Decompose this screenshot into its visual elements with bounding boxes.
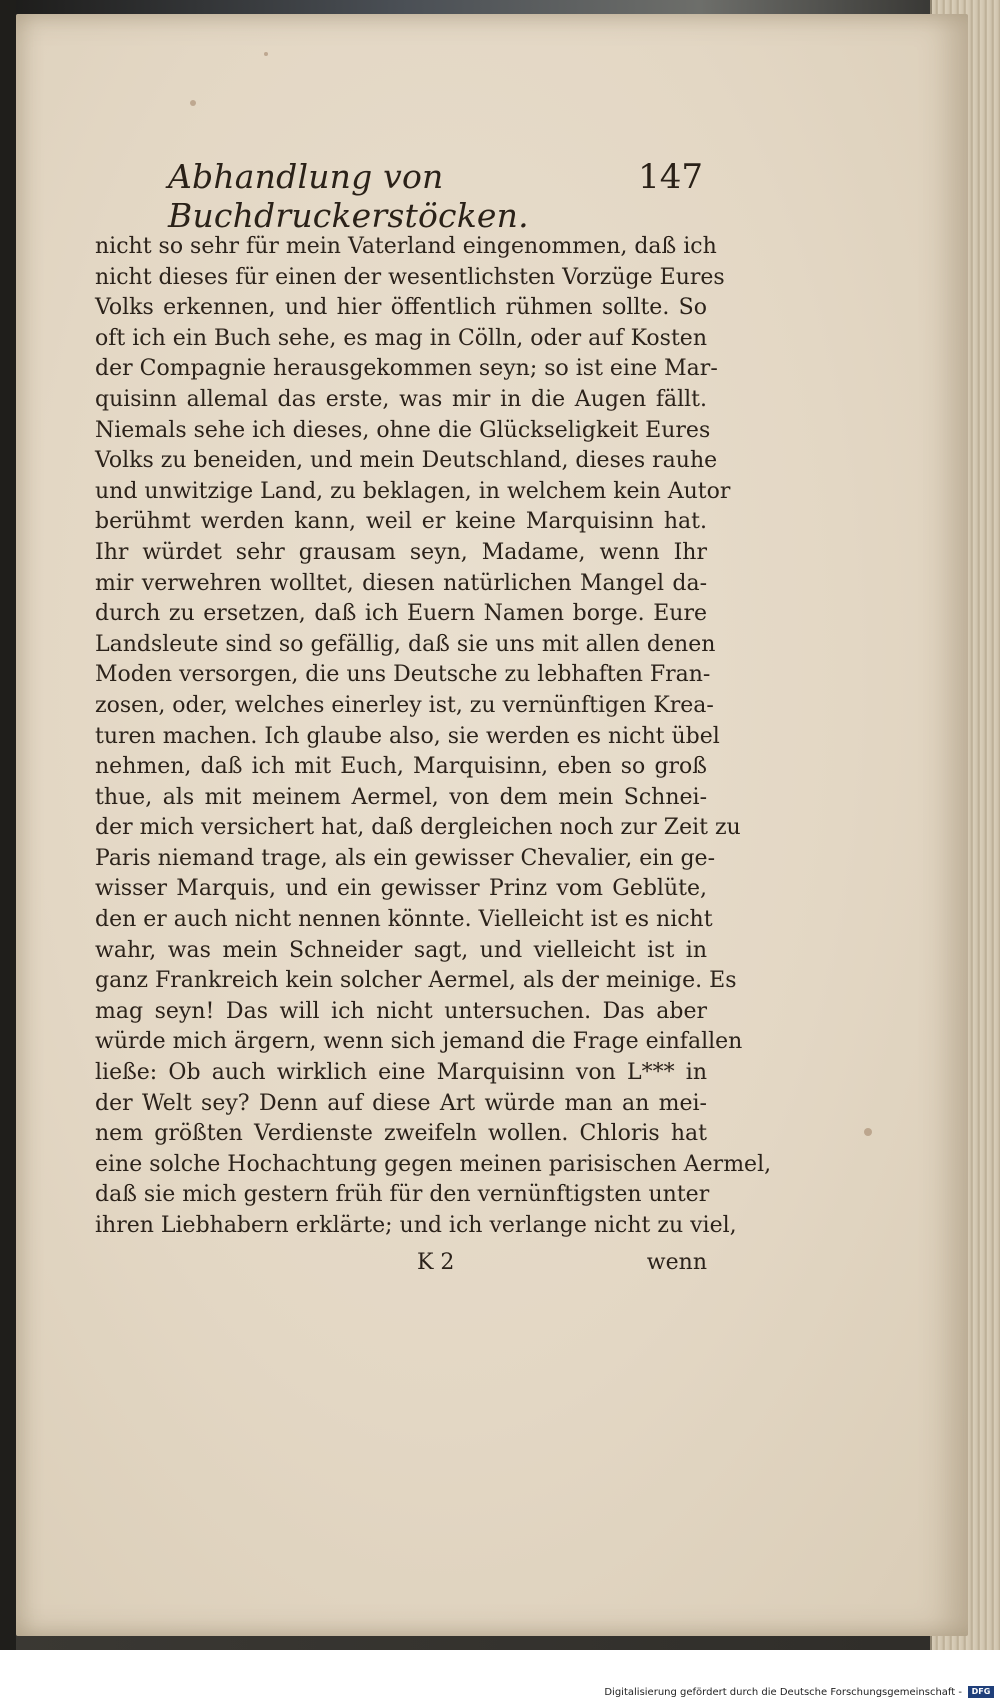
text-line: mag seyn! Das will ich nicht untersuchen. Das aber [95,998,707,1024]
paper-stain [190,100,196,106]
text-line: nehmen, daß ich mit Euch, Marquisinn, eben so groß [95,754,707,780]
digitization-credit: Digitalisierung gefördert durch die Deutsche Forschungsgemeinschaft - [604,1687,962,1698]
text-line: Landsleute sind so gefällig, daß sie uns mit allen denen [95,631,716,657]
text-line: eine solche Hochachtung gegen meinen parisischen Aermel, [95,1151,772,1177]
text-line: ganz Frankreich kein solcher Aermel, als der meinige. Es [95,968,737,994]
text-line: und unwitzige Land, zu beklagen, in welchem kein Autor [95,478,731,504]
text-line: würde mich ärgern, wenn sich jemand die Frage einfallen [95,1029,743,1055]
text-line: den er auch nicht nennen könnte. Vielleicht ist es nicht [95,907,713,933]
text-line: durch zu ersetzen, daß ich Euern Namen borge. Eure [95,601,707,627]
text-line: daß sie mich gestern früh für den vernünftigsten unter [95,1182,710,1208]
text-line: Niemals sehe ich dieses, ohne die Glückseligkeit Eures [95,417,711,443]
page-footer [95,1250,707,1282]
scan-left-edge [0,0,16,1650]
text-line: nicht dieses für einen der wesentlichsten Vorzüge Eures [95,264,725,290]
text-line: der mich versichert hat, daß dergleichen noch zur Zeit zu [95,815,741,841]
text-line: turen machen. Ich glaube also, sie werden es nicht übel [95,723,720,749]
running-title: Abhandlung von Buchdruckerstöcken. [168,157,529,235]
dfg-logo: DFG [968,1686,994,1698]
text-line: ließe: Ob auch wirklich eine Marquisinn von L*** in [95,1060,707,1086]
text-line: wisser Marquis, und ein gewisser Prinz vom Geblüte, [95,876,707,902]
text-line: Volks zu beneiden, und mein Deutschland, dieses rauhe [95,448,718,474]
signature-mark: K 2 [417,1250,455,1275]
body-text [95,232,772,1242]
text-line: berühmt werden kann, weil er keine Marquisinn hat. [95,509,707,535]
paper-stain [864,1128,872,1136]
text-line: oft ich ein Buch sehe, es mag in Cölln, oder auf Kosten [95,325,707,351]
text-line: nicht so sehr für mein Vaterland eingenommen, daß ich [95,234,717,259]
text-line: thue, als mit meinem Aermel, von dem mein Schnei- [95,784,707,810]
running-head [168,157,703,235]
text-line: Paris niemand trage, als ein gewisser Chevalier, ein ge- [95,845,716,871]
text-line: quisinn allemal das erste, was mir in die Augen fällt. [95,386,707,412]
text-line: der Welt sey? Denn auf diese Art würde man an mei- [95,1090,707,1116]
text-line: Volks erkennen, und hier öffentlich rühmen sollte. So [95,295,707,321]
text-line: wahr, was mein Schneider sagt, und vielleicht ist in [95,937,707,963]
text-line: ihren Liebhabern erklärte; und ich verlange nicht zu viel, [95,1213,737,1238]
text-line: zosen, oder, welches einerley ist, zu vernünftigen Krea- [95,692,714,718]
catchword: wenn [646,1250,707,1275]
text-line: nem größten Verdienste zweifeln wollen. Chloris hat [95,1121,707,1147]
text-line: mir verwehren wolltet, diesen natürlichen Mangel da- [95,570,707,596]
text-line: Ihr würdet sehr grausam seyn, Madame, wenn Ihr [95,539,707,565]
text-line: der Compagnie herausgekommen seyn; so ist eine Mar- [95,356,718,382]
text-line: Moden versorgen, die uns Deutsche zu lebhaften Fran- [95,662,711,688]
page-number: 147 [638,157,703,197]
paper-stain [264,52,268,56]
